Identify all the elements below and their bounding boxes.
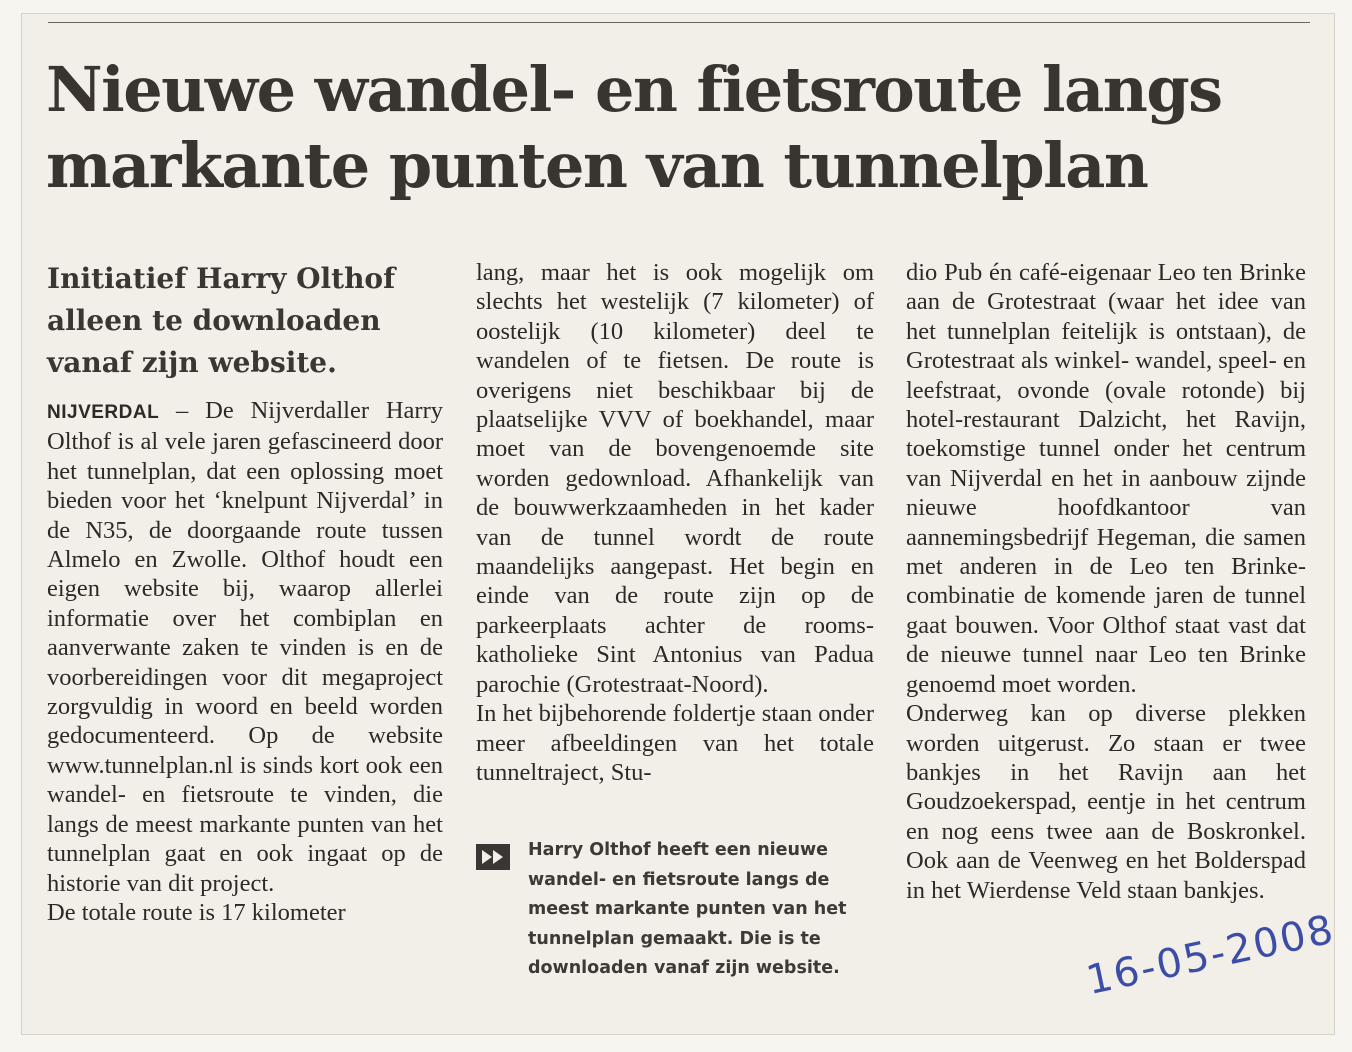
headline-line-2: markante punten van tunnelplan xyxy=(46,129,1148,202)
headline-line-1: Nieuwe wandel- en fietsroute langs xyxy=(46,53,1222,126)
column-1-paragraph-2: De totale route is 17 kilometer xyxy=(47,898,346,926)
double-arrow-icon xyxy=(476,844,510,870)
column-2 xyxy=(476,258,874,787)
callout-line: wandel- en fietsroute langs de xyxy=(528,869,830,890)
handwritten-date: 16-05-2008 xyxy=(1082,906,1339,1004)
column-3-text xyxy=(906,258,1306,905)
callout-line: Harry Olthof heeft een nieuwe xyxy=(528,840,829,860)
top-rule xyxy=(48,22,1310,23)
callout-text xyxy=(528,836,878,984)
column-2-paragraph-1: lang, maar het is ook mogelijk om slechts het westelijk (7 kilometer) of oostelijk (10 kilometer) deel te wandelen of te fietsen. De route is overigens niet beschikbaar bij de plaatselijke VVV of boekhandel, maar moet van de bovengenoemde site worden gedownload. Afhankelijk van de bouwwerkzaamheden in het kader van de tunnel wordt de route maandelijks aangepast. Het begin en einde van de route zijn op de parkeerplaats achter de rooms-katholieke Sint Antonius van Padua parochie (Grotestraat-Noord). xyxy=(476,259,874,698)
column-1-text xyxy=(47,396,443,927)
callout-line: downloaden vanaf zijn website. xyxy=(528,958,840,978)
callout-box xyxy=(476,836,876,982)
column-3 xyxy=(906,258,1306,905)
subheadline: Initiatief Harry Olthof alleen te downloaden vanaf zijn website. xyxy=(47,262,396,379)
column-1-body: – De Nijverdaller Harry Olthof is al vele jaren gefascineerd door het tunnelplan, dat een oplossing moet bieden voor het ‘knelpunt Nijverdal’ in de N35, de doorgaande route tussen Almelo en Zwolle. Olthof houdt een eigen website bij, waarop allerlei informatie over het combiplan en aanverwante zaken te vinden is en de voorbereidingen voor dit megaproject zorgvuldig in woord en beeld worden gedocumenteerd. Op de website www.tunnelplan.nl is sinds kort ook een wandel- en fietsroute te vinden, die langs de meest markante punten van het tunnelplan gaat en ook ingaat op de historie van dit project. xyxy=(47,397,443,897)
callout-line: tunnelplan gemaakt. Die is te xyxy=(528,928,821,949)
dateline: NIJVERDAL xyxy=(47,402,160,423)
column-2-paragraph-2: In het bijbehorende foldertje staan onder meer afbeeldingen van het totale tunneltraject, Stu- xyxy=(476,700,874,786)
column-1-paragraph-1 xyxy=(47,396,443,898)
headline xyxy=(46,52,1316,204)
column-2-text xyxy=(476,258,874,787)
column-1 xyxy=(47,258,443,927)
callout-line: meest markante punten van het xyxy=(528,899,847,919)
column-3-paragraph-2: Onderweg kan op diverse plekken worden uitgerust. Zo staan er twee bankjes in het Ravijn aan het Goudzoekerspad, eentje in het centrum en nog eens twee aan de Boskronkel. Ook aan de Veenweg en het Bolderspad in het Wierdense Veld staan bankjes. xyxy=(906,700,1306,904)
column-3-paragraph-1: dio Pub én café-eigenaar Leo ten Brinke aan de Grotestraat (waar het idee van het tunnelplan feitelijk is ontstaan), de Grotestraat als winkel- wandel, speel- en leefstraat, ovonde (ovale rotonde) bij hotel-restaurant Dalzicht, het Ravijn, toekomstige tunnel onder het centrum van Nijverdal en het in aanbouw zijnde nieuwe hoofdkantoor van aannemingsbedrijf Hegeman, die samen met anderen in de Leo ten Brinke-combinatie de komende jaren de tunnel gaat bouwen. Voor Olthof staat vast dat de nieuwe tunnel naar Leo ten Brinke genoemd moet worden. xyxy=(906,259,1307,698)
